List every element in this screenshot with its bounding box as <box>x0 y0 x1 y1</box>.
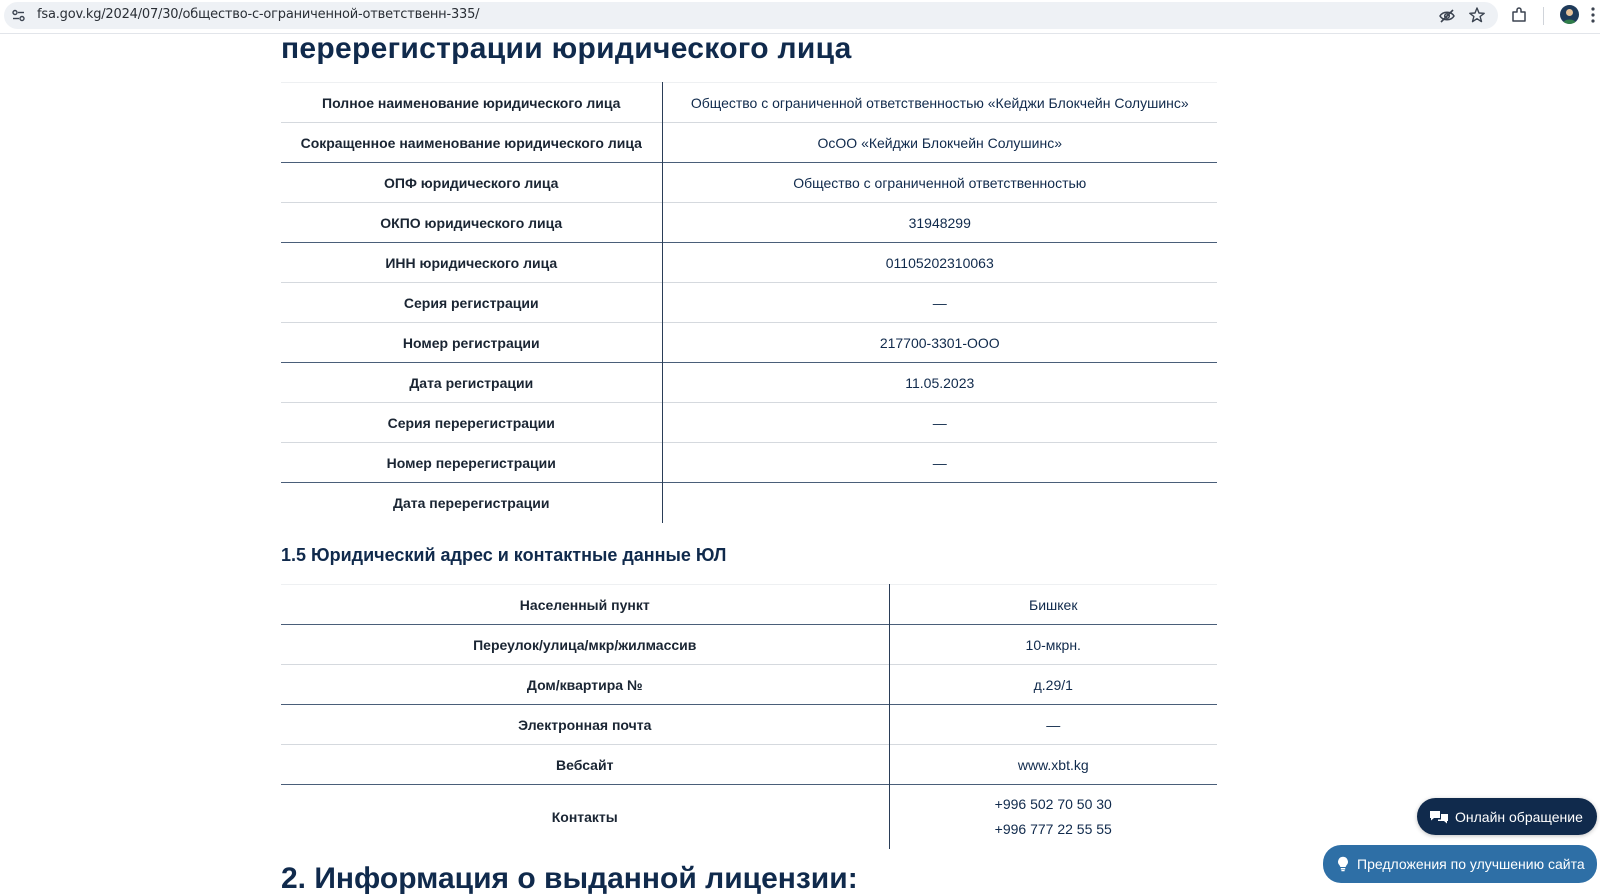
row-value <box>662 483 1217 523</box>
row-label: Дата перерегистрации <box>281 483 662 523</box>
row-value: Общество с ограниченной ответственностью «Кейджи Блокчейн Солушинс» <box>662 83 1217 123</box>
table-row <box>281 163 1217 203</box>
table-row <box>281 705 1217 745</box>
table-row <box>281 363 1217 403</box>
row-label: ОПФ юридического лица <box>281 163 662 203</box>
site-suggestions-label: Предложения по улучшению сайта <box>1357 856 1585 872</box>
row-value: 217700-3301-ООО <box>662 323 1217 363</box>
page-title: перерегистрации юридического лица <box>281 32 852 65</box>
address-table <box>281 584 1217 849</box>
row-label: Серия регистрации <box>281 283 662 323</box>
row-label: Номер перерегистрации <box>281 443 662 483</box>
contacts-value <box>889 785 1217 849</box>
extensions-icon[interactable] <box>1510 6 1528 24</box>
row-label: Серия перерегистрации <box>281 403 662 443</box>
row-label: ИНН юридического лица <box>281 243 662 283</box>
row-value: 10-мкрн. <box>889 625 1217 665</box>
table-row <box>281 203 1217 243</box>
table-row <box>281 403 1217 443</box>
row-label: Переулок/улица/мкр/жилмассив <box>281 625 889 665</box>
row-value: ОсОО «Кейджи Блокчейн Солушинс» <box>662 123 1217 163</box>
browser-menu-icon[interactable] <box>1591 6 1595 24</box>
table-row <box>281 665 1217 705</box>
row-value: 31948299 <box>662 203 1217 243</box>
row-value: д.29/1 <box>889 665 1217 705</box>
row-label: Полное наименование юридического лица <box>281 83 662 123</box>
row-label: Сокращенное наименование юридического лица <box>281 123 662 163</box>
table-row <box>281 625 1217 665</box>
table-row <box>281 585 1217 625</box>
row-label: Дата регистрации <box>281 363 662 403</box>
table-row <box>281 123 1217 163</box>
table-row <box>281 83 1217 123</box>
site-suggestions-button[interactable] <box>1323 845 1597 883</box>
lightbulb-icon <box>1337 856 1349 872</box>
row-label: Номер регистрации <box>281 323 662 363</box>
table-row <box>281 785 1217 849</box>
row-value: — <box>889 705 1217 745</box>
row-value: Общество с ограниченной ответственностью <box>662 163 1217 203</box>
registration-table <box>281 82 1217 523</box>
row-value: 11.05.2023 <box>662 363 1217 403</box>
browser-toolbar <box>0 0 1600 34</box>
phone-2[interactable]: +996 777 22 55 55 <box>994 820 1112 837</box>
row-label: ОКПО юридического лица <box>281 203 662 243</box>
phone-1[interactable]: +996 502 70 50 30 <box>994 795 1112 812</box>
table-row <box>281 745 1217 785</box>
address-section-title: 1.5 Юридический адрес и контактные данные ЮЛ <box>281 545 727 565</box>
table-row <box>281 243 1217 283</box>
bookmark-star-icon[interactable] <box>1468 6 1486 24</box>
url-text[interactable]: fsa.gov.kg/2024/07/30/общество-с-ограниченной-ответственн-335/ <box>37 7 480 22</box>
row-label: Населенный пункт <box>281 585 889 625</box>
online-appeal-button[interactable] <box>1417 798 1597 835</box>
eye-off-icon[interactable] <box>1438 7 1456 25</box>
row-value: www.xbt.kg <box>889 745 1217 785</box>
row-value: — <box>662 283 1217 323</box>
row-value: — <box>662 403 1217 443</box>
row-label: Вебсайт <box>281 745 889 785</box>
table-row <box>281 283 1217 323</box>
table-row <box>281 443 1217 483</box>
license-info-heading: 2. Информация о выданной лицензии: <box>281 862 858 895</box>
row-value: 01105202310063 <box>662 243 1217 283</box>
row-label: Электронная почта <box>281 705 889 745</box>
table-row <box>281 323 1217 363</box>
profile-avatar-icon[interactable] <box>1560 5 1579 24</box>
site-settings-icon[interactable] <box>12 9 25 22</box>
row-value: Бишкек <box>889 585 1217 625</box>
online-appeal-label: Онлайн обращение <box>1455 808 1583 825</box>
table-row <box>281 483 1217 523</box>
toolbar-separator <box>1543 7 1544 25</box>
row-value: — <box>662 443 1217 483</box>
contacts-label: Контакты <box>281 785 889 849</box>
address-bar[interactable] <box>4 2 1498 29</box>
row-label: Дом/квартира № <box>281 665 889 705</box>
chat-bubbles-icon <box>1429 809 1449 825</box>
